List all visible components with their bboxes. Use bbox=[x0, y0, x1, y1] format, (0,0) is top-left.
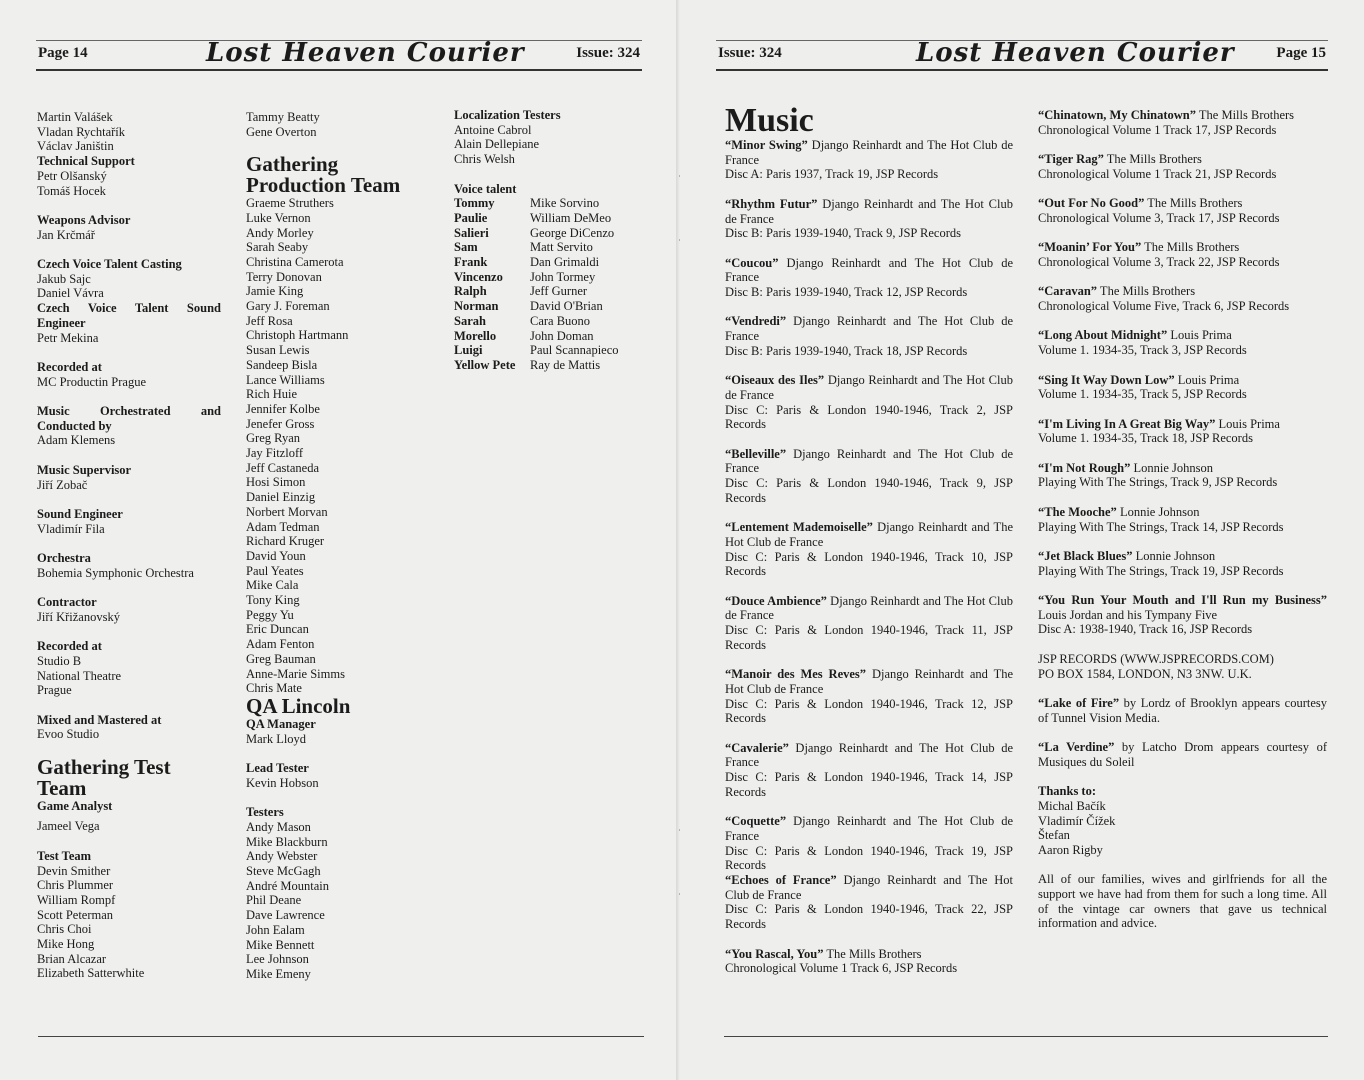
track-artist: Django Reinhardt and The Hot Club de France bbox=[725, 520, 1013, 549]
track-detail: Playing With The Strings, Track 14, JSP Records bbox=[1038, 519, 1284, 534]
track-detail: Disc C: Paris & London 1940-1946, Track 12, JSP Records bbox=[725, 696, 1013, 726]
credit-name: Jan Krčmář bbox=[37, 227, 95, 242]
track-title: “You Run Your Mouth and I'll Run my Business” bbox=[1038, 593, 1327, 608]
track-detail: Chronological Volume 3, Track 22, JSP Records bbox=[1038, 254, 1280, 269]
credit-name: Sandeep Bisla bbox=[246, 357, 318, 372]
credit-role: Contractor bbox=[37, 595, 97, 610]
localization-heading: Localization Testers bbox=[454, 108, 561, 122]
track-line bbox=[725, 373, 1013, 402]
track-detail: Chronological Volume 1 Track 6, JSP Records bbox=[725, 961, 958, 976]
track-title: “Caravan” bbox=[1038, 284, 1098, 299]
track-entry bbox=[725, 947, 1013, 976]
issue-number: Issue: 324 bbox=[718, 45, 782, 61]
credit-name: Václav Janištin bbox=[37, 139, 114, 154]
track-entry bbox=[725, 256, 1013, 300]
track-artist: Django Reinhardt and The Hot Club de France bbox=[725, 740, 1013, 770]
track-detail: Disc B: Paris 1939-1940, Track 18, JSP Records bbox=[725, 343, 968, 358]
credit-name: Adam Tedman bbox=[246, 519, 320, 534]
track-artist: Django Reinhardt and The Hot Club de France bbox=[725, 314, 1013, 344]
track-title: “Tiger Rag” bbox=[1038, 152, 1104, 167]
credit-name: Mark Lloyd bbox=[246, 731, 307, 746]
credit-name: Andy Webster bbox=[246, 849, 318, 864]
credit-name: Paul Yeates bbox=[246, 563, 304, 578]
actor-name: Cara Buono bbox=[530, 313, 591, 328]
character-name: Frank bbox=[454, 255, 488, 270]
track-title: “I'm Not Rough” bbox=[1038, 460, 1131, 475]
credit-name: Norbert Morvan bbox=[246, 504, 328, 519]
track-detail: Playing With The Strings, Track 9, JSP Records bbox=[1038, 475, 1278, 490]
credit-name: Greg Ryan bbox=[246, 431, 300, 446]
voice-talent-list bbox=[454, 196, 644, 372]
track-line bbox=[725, 256, 1013, 285]
credit-name: Bohemia Symphonic Orchestra bbox=[37, 565, 194, 580]
track-title: “Out For No Good” bbox=[1038, 196, 1145, 211]
track-line bbox=[725, 447, 1013, 476]
credit-name: Devin Smither bbox=[37, 863, 111, 878]
credit-name: Chris Plummer bbox=[37, 878, 114, 893]
actor-name: Dan Grimaldi bbox=[530, 255, 600, 270]
track-title: “Jet Black Blues” bbox=[1038, 548, 1133, 563]
track-entry bbox=[725, 873, 1013, 932]
credit-role: Weapons Advisor bbox=[37, 212, 131, 227]
track-artist: Django Reinhardt and The Hot Club de France bbox=[725, 196, 1013, 226]
right-header bbox=[716, 40, 1328, 71]
track-artist: Django Reinhardt and The Hot Club de France bbox=[725, 814, 1013, 843]
thanks-name: Štefan bbox=[1038, 828, 1070, 843]
credit-role: Test Team bbox=[37, 848, 92, 863]
credit-name: Jameel Vega bbox=[37, 819, 100, 834]
track-line bbox=[725, 520, 1013, 549]
right-page bbox=[680, 0, 1364, 1080]
page-number: Page 15 bbox=[1276, 45, 1326, 61]
credit-name: Petr Olšanský bbox=[37, 168, 107, 183]
credit-name: Jeff Rosa bbox=[246, 313, 293, 328]
track-artist: Louis Prima bbox=[1167, 328, 1232, 343]
track-title: “Long About Midnight” bbox=[1038, 328, 1168, 343]
credit-name: Prague bbox=[37, 683, 72, 698]
track-line bbox=[725, 667, 1013, 696]
credit-name: Chris Choi bbox=[37, 922, 92, 937]
credit-name: Elizabeth Satterwhite bbox=[37, 966, 145, 981]
track-detail: Playing With The Strings, Track 19, JSP Records bbox=[1038, 563, 1284, 578]
track-title: “You Rascal, You” bbox=[725, 946, 824, 961]
credit-name: Studio B bbox=[37, 653, 82, 668]
track-line bbox=[1038, 417, 1327, 432]
track-detail: Chronological Volume 1 Track 21, JSP Records bbox=[1038, 166, 1277, 181]
music-column-2 bbox=[1038, 108, 1327, 931]
thanks-name: Aaron Rigby bbox=[1038, 842, 1103, 857]
credit-name: Vladimír Fila bbox=[37, 521, 105, 536]
track-entry bbox=[725, 447, 1013, 506]
credit-name: Dave Lawrence bbox=[246, 908, 325, 923]
credit-name: Lance Williams bbox=[246, 372, 325, 387]
credit-role: Recorded at bbox=[37, 359, 102, 374]
track-title: “Cavalerie” bbox=[725, 740, 789, 755]
credit-name: Chris Welsh bbox=[454, 152, 515, 167]
track-line bbox=[725, 741, 1013, 770]
track-line bbox=[1038, 505, 1327, 520]
track-title: “I'm Living In A Great Big Way” bbox=[1038, 416, 1216, 431]
track-title: “Oiseaux des Iles” bbox=[725, 373, 825, 388]
actor-name: Mike Sorvino bbox=[530, 196, 600, 211]
track-entry bbox=[725, 314, 1013, 358]
track-detail: Volume 1. 1934-35, Track 18, JSP Records bbox=[1038, 431, 1253, 446]
track-line bbox=[1038, 373, 1327, 388]
track-line bbox=[725, 947, 1013, 962]
credit-name: Christoph Hartmann bbox=[246, 328, 349, 343]
character-name: Sarah bbox=[454, 313, 486, 328]
track-line bbox=[725, 197, 1013, 226]
credit-name: Jiří Zobač bbox=[37, 477, 88, 492]
track-artist: Django Reinhardt and The Hot Club de France bbox=[725, 446, 1013, 476]
credit-name: Mike Blackburn bbox=[246, 834, 328, 849]
credit-name: Petr Mekina bbox=[37, 330, 99, 345]
track-artist: Lonnie Johnson bbox=[1132, 548, 1216, 563]
thanks-heading: Thanks to: bbox=[1038, 784, 1097, 799]
credit-name: Jiří Křižanovský bbox=[37, 609, 120, 624]
track-entry bbox=[1038, 549, 1327, 578]
footer-rule bbox=[38, 1036, 644, 1037]
track-title: “Coquette” bbox=[725, 814, 787, 829]
track-entry bbox=[1038, 196, 1327, 225]
credit-role: Music Orchestrated and Conducted by bbox=[37, 404, 221, 433]
credit-name: Eric Duncan bbox=[246, 622, 309, 637]
credit-role: Music Supervisor bbox=[37, 462, 132, 477]
track-detail: Disc C: Paris & London 1940-1946, Track 10, JSP Records bbox=[725, 549, 1013, 579]
credit-name: Terry Donovan bbox=[246, 269, 322, 284]
la-verdine-credit: “La Verdine” by Latcho Drom appears courtesy of Musiques du Soleil bbox=[1038, 740, 1327, 769]
track-entry bbox=[1038, 593, 1327, 637]
credit-name: Mike Emeny bbox=[246, 966, 311, 981]
track-title: “Belleville” bbox=[725, 446, 787, 461]
track-entry bbox=[1038, 417, 1327, 446]
credit-role: QA Manager bbox=[246, 717, 316, 731]
credit-name: Andy Mason bbox=[246, 819, 311, 834]
credit-name: André Mountain bbox=[246, 878, 329, 893]
track-entry bbox=[1038, 240, 1327, 269]
character-name: Paulie bbox=[454, 210, 488, 225]
track-artist: Django Reinhardt and The Hot Club de France bbox=[725, 373, 1013, 402]
credit-name: Daniel Vávra bbox=[37, 286, 104, 301]
track-artist: Django Reinhardt and The Hot Club de France bbox=[725, 593, 1013, 623]
track-title: “Coucou” bbox=[725, 255, 779, 270]
credit-name: Hosi Simon bbox=[246, 475, 306, 490]
credit-name: Daniel Einzig bbox=[246, 490, 316, 505]
credit-name: Evoo Studio bbox=[37, 727, 100, 742]
credit-name: Kevin Hobson bbox=[246, 775, 319, 790]
track-line bbox=[1038, 240, 1327, 255]
closing-paragraph: All of our families, wives and girlfriends for all the support we have had from them for such a long time. All of the vintage car owners that gave us technical information and advice. bbox=[1038, 872, 1327, 931]
track-entry bbox=[1038, 373, 1327, 402]
track-entry bbox=[1038, 152, 1327, 181]
credit-role: Testers bbox=[246, 805, 284, 820]
jsp-address-line: JSP RECORDS (WWW.JSPRECORDS.COM) bbox=[1038, 651, 1274, 666]
credits-column-3 bbox=[454, 108, 644, 373]
credit-name: Luke Vernon bbox=[246, 210, 311, 225]
credit-name: Jenefer Gross bbox=[246, 416, 315, 431]
track-title: “Echoes of France” bbox=[725, 873, 837, 887]
actor-name: David O'Brian bbox=[530, 299, 603, 314]
track-artist: The Mills Brothers bbox=[1141, 240, 1240, 255]
credits-column-2 bbox=[246, 110, 436, 982]
credits-column-1 bbox=[37, 110, 221, 981]
credit-role: Sound Engineer bbox=[37, 506, 123, 521]
left-page bbox=[0, 0, 680, 1080]
masthead-title: Lost Heaven Courier bbox=[206, 38, 525, 68]
credit-name: Adam Klemens bbox=[37, 433, 116, 448]
credit-role: Game Analyst bbox=[37, 798, 113, 813]
character-name: Morello bbox=[454, 328, 497, 343]
actor-name: Paul Scannapieco bbox=[530, 343, 619, 358]
credit-name: Tomáš Hocek bbox=[37, 183, 106, 198]
track-detail: Volume 1. 1934-35, Track 3, JSP Records bbox=[1038, 343, 1247, 358]
credit-name: Mike Bennett bbox=[246, 937, 315, 952]
section-heading: Gathering Production Team bbox=[246, 152, 401, 198]
credit-name: Christina Camerota bbox=[246, 254, 344, 269]
credit-name: Greg Bauman bbox=[246, 651, 316, 666]
track-detail: Chronological Volume 3, Track 17, JSP Records bbox=[1038, 210, 1280, 225]
voice-talent-heading: Voice talent bbox=[454, 181, 517, 196]
track-detail: Disc B: Paris 1939-1940, Track 12, JSP Records bbox=[725, 285, 968, 299]
credit-role: Mixed and Mastered at bbox=[37, 712, 162, 727]
track-title: “Minor Swing” bbox=[725, 138, 808, 152]
track-entry bbox=[1038, 284, 1327, 313]
track-line bbox=[725, 138, 1013, 167]
credit-name: Sarah Seaby bbox=[246, 240, 309, 255]
credit-name: Lee Johnson bbox=[246, 952, 309, 967]
track-artist: Django Reinhardt and The Hot Club de France bbox=[725, 138, 1013, 167]
localization-list bbox=[454, 123, 644, 167]
track-detail: Disc C: Paris & London 1940-1946, Track 19, JSP Records bbox=[725, 843, 1013, 873]
track-title: “Rhythm Futur” bbox=[725, 196, 818, 211]
character-name: Salieri bbox=[454, 225, 489, 240]
credit-name: Jeff Castaneda bbox=[246, 460, 320, 475]
credit-name: Richard Kruger bbox=[246, 534, 325, 549]
page-number: Page 14 bbox=[38, 45, 88, 61]
track-artist: The Mills Brothers bbox=[1196, 108, 1295, 122]
track-artist: Lonnie Johnson bbox=[1130, 460, 1214, 475]
track-detail: Chronological Volume 1 Track 17, JSP Records bbox=[1038, 122, 1277, 137]
track-entry bbox=[725, 197, 1013, 241]
actor-name: George DiCenzo bbox=[530, 225, 615, 240]
credit-name: Scott Peterman bbox=[37, 907, 114, 922]
track-line bbox=[725, 314, 1013, 343]
credit-name: Rich Huie bbox=[246, 387, 298, 402]
masthead-title: Lost Heaven Courier bbox=[916, 38, 1235, 68]
thanks-name: Vladimír Čížek bbox=[1038, 813, 1116, 828]
track-artist: The Mills Brothers bbox=[1144, 196, 1243, 211]
credit-name: Jennifer Kolbe bbox=[246, 401, 320, 416]
track-line bbox=[1038, 328, 1327, 343]
credit-name: Chris Mate bbox=[246, 681, 302, 696]
track-detail: Disc C: Paris & London 1940-1946, Track 2, JSP Records bbox=[725, 402, 1013, 432]
credit-name: William Rompf bbox=[37, 892, 116, 907]
character-name: Yellow Pete bbox=[454, 357, 516, 372]
track-artist: Django Reinhardt and The Hot Club de France bbox=[725, 873, 1013, 902]
track-line bbox=[725, 873, 1013, 902]
actor-name: Ray de Mattis bbox=[530, 357, 601, 372]
track-entry bbox=[725, 741, 1013, 800]
credit-role: Orchestra bbox=[37, 550, 91, 565]
credit-role: Czech Voice Talent Sound Engineer bbox=[37, 301, 221, 330]
track-artist: Louis Jordan and his Tympany Five bbox=[1038, 607, 1218, 622]
credit-name: National Theatre bbox=[37, 668, 122, 683]
track-line bbox=[1038, 284, 1327, 299]
lake-of-fire-credit: “Lake of Fire” by Lordz of Brooklyn appears courtesy of Tunnel Vision Media. bbox=[1038, 695, 1327, 725]
track-entry bbox=[1038, 328, 1327, 357]
section-heading: Gathering Test Team bbox=[37, 754, 171, 800]
track-title: “Vendredi” bbox=[725, 314, 787, 329]
credit-name: Adam Fenton bbox=[246, 637, 315, 652]
track-entry bbox=[725, 373, 1013, 432]
track-detail: Disc A: Paris 1937, Track 19, JSP Records bbox=[725, 167, 939, 182]
thanks-list bbox=[1038, 799, 1327, 858]
actor-name: John Tormey bbox=[530, 269, 596, 284]
track-line bbox=[1038, 549, 1327, 564]
track-line bbox=[1038, 461, 1327, 476]
track-artist: Django Reinhardt and The Hot Club de France bbox=[725, 255, 1013, 285]
track-artist: The Mills Brothers bbox=[823, 946, 922, 961]
music-list-1 bbox=[725, 138, 1013, 991]
actor-name: Jeff Gurner bbox=[530, 284, 588, 299]
jsp-address-line: PO BOX 1584, LONDON, N3 3NW. U.K. bbox=[1038, 666, 1252, 681]
credit-name: Graeme Struthers bbox=[246, 196, 334, 211]
character-name: Luigi bbox=[454, 343, 483, 358]
thanks-name: Michal Bačík bbox=[1038, 798, 1106, 813]
track-detail: Disc C: Paris & London 1940-1946, Track 9, JSP Records bbox=[725, 476, 1013, 505]
left-header bbox=[36, 40, 642, 71]
track-line bbox=[725, 814, 1013, 843]
credit-name: Martin Valášek bbox=[37, 110, 113, 124]
credit-name: Jakub Sajc bbox=[37, 271, 91, 286]
credit-name: Jay Fitzloff bbox=[246, 446, 304, 461]
credit-name: Steve McGagh bbox=[246, 864, 321, 878]
credit-name: Mike Cala bbox=[246, 578, 299, 593]
credit-name: MC Productin Prague bbox=[37, 374, 147, 389]
track-entry bbox=[725, 520, 1013, 579]
character-name: Tommy bbox=[454, 196, 495, 211]
track-title: “Manoir des Mes Reves” bbox=[725, 667, 867, 682]
track-title: “Moanin’ For You” bbox=[1038, 240, 1142, 255]
credit-role: Recorded at bbox=[37, 639, 102, 654]
credit-name: Phil Deane bbox=[246, 893, 302, 908]
track-entry bbox=[1038, 461, 1327, 490]
credit-name: Jamie King bbox=[246, 284, 304, 299]
track-detail: Disc C: Paris & London 1940-1946, Track 22, JSP Records bbox=[725, 902, 1013, 932]
track-line bbox=[1038, 152, 1327, 167]
credit-name: Tony King bbox=[246, 593, 300, 608]
credit-role: Technical Support bbox=[37, 154, 135, 169]
actor-name: John Doman bbox=[530, 328, 594, 343]
track-entry bbox=[725, 138, 1013, 182]
track-artist: The Mills Brothers bbox=[1103, 152, 1202, 167]
character-name: Ralph bbox=[454, 284, 487, 299]
credit-role: Czech Voice Talent Casting bbox=[37, 257, 182, 271]
track-entry bbox=[725, 667, 1013, 726]
track-title: “Chinatown, My Chinatown” bbox=[1038, 108, 1197, 122]
track-entry bbox=[725, 814, 1013, 873]
track-detail: Chronological Volume Five, Track 6, JSP Records bbox=[1038, 299, 1290, 314]
track-artist: Lonnie Johnson bbox=[1116, 504, 1200, 519]
track-artist: Louis Prima bbox=[1174, 372, 1240, 387]
character-name: Norman bbox=[454, 299, 499, 314]
credit-name: John Ealam bbox=[246, 922, 305, 937]
track-detail: Disc B: Paris 1939-1940, Track 9, JSP Records bbox=[725, 226, 962, 241]
credit-name: Anne-Marie Simms bbox=[246, 666, 345, 681]
footer-rule bbox=[724, 1036, 1328, 1037]
character-name: Sam bbox=[454, 240, 478, 255]
track-artist: The Mills Brothers bbox=[1097, 284, 1196, 299]
track-detail: Disc A: 1938-1940, Track 16, JSP Records bbox=[1038, 622, 1253, 637]
credit-name: Antoine Cabrol bbox=[454, 122, 532, 137]
credit-name: Brian Alcazar bbox=[37, 951, 107, 966]
credit-name: Tammy Beatty bbox=[246, 110, 320, 124]
track-entry bbox=[1038, 505, 1327, 534]
character-name: Vincenzo bbox=[454, 269, 503, 284]
credit-name: Andy Morley bbox=[246, 225, 314, 240]
credit-name: Susan Lewis bbox=[246, 343, 310, 358]
track-line bbox=[1038, 593, 1327, 622]
music-column-1 bbox=[725, 104, 1013, 991]
track-artist: Django Reinhardt and The Hot Club de France bbox=[725, 667, 1013, 696]
track-line bbox=[1038, 196, 1327, 211]
track-title: “Douce Ambience” bbox=[725, 593, 827, 608]
track-artist: Louis Prima bbox=[1215, 416, 1280, 431]
track-entry bbox=[725, 594, 1013, 653]
track-title: “Lentement Mademoiselle” bbox=[725, 520, 873, 535]
issue-number: Issue: 324 bbox=[576, 45, 640, 61]
credit-name: David Youn bbox=[246, 548, 306, 563]
track-title: “Sing It Way Down Low” bbox=[1038, 372, 1175, 387]
section-heading: QA Lincoln bbox=[246, 694, 351, 718]
track-line bbox=[1038, 108, 1327, 123]
music-heading: Music bbox=[725, 102, 814, 139]
credit-name: Peggy Yu bbox=[246, 607, 294, 622]
credit-name: Gary J. Foreman bbox=[246, 299, 330, 314]
credit-role: Lead Tester bbox=[246, 761, 309, 776]
actor-name: William DeMeo bbox=[530, 210, 612, 225]
credit-name: Mike Hong bbox=[37, 937, 95, 952]
track-detail: Disc C: Paris & London 1940-1946, Track 14, JSP Records bbox=[725, 770, 1013, 799]
credit-name: Alain Dellepiane bbox=[454, 137, 540, 152]
track-line bbox=[725, 594, 1013, 623]
actor-name: Matt Servito bbox=[530, 240, 593, 255]
credit-name: Gene Overton bbox=[246, 124, 317, 139]
track-detail: Volume 1. 1934-35, Track 5, JSP Records bbox=[1038, 387, 1247, 402]
music-list-2 bbox=[1038, 108, 1327, 652]
track-title: “The Mooche” bbox=[1038, 504, 1117, 519]
track-detail: Disc C: Paris & London 1940-1946, Track 11, JSP Records bbox=[725, 623, 1013, 652]
credit-name: Vladan Rychtařík bbox=[37, 124, 126, 139]
track-entry bbox=[1038, 108, 1327, 137]
